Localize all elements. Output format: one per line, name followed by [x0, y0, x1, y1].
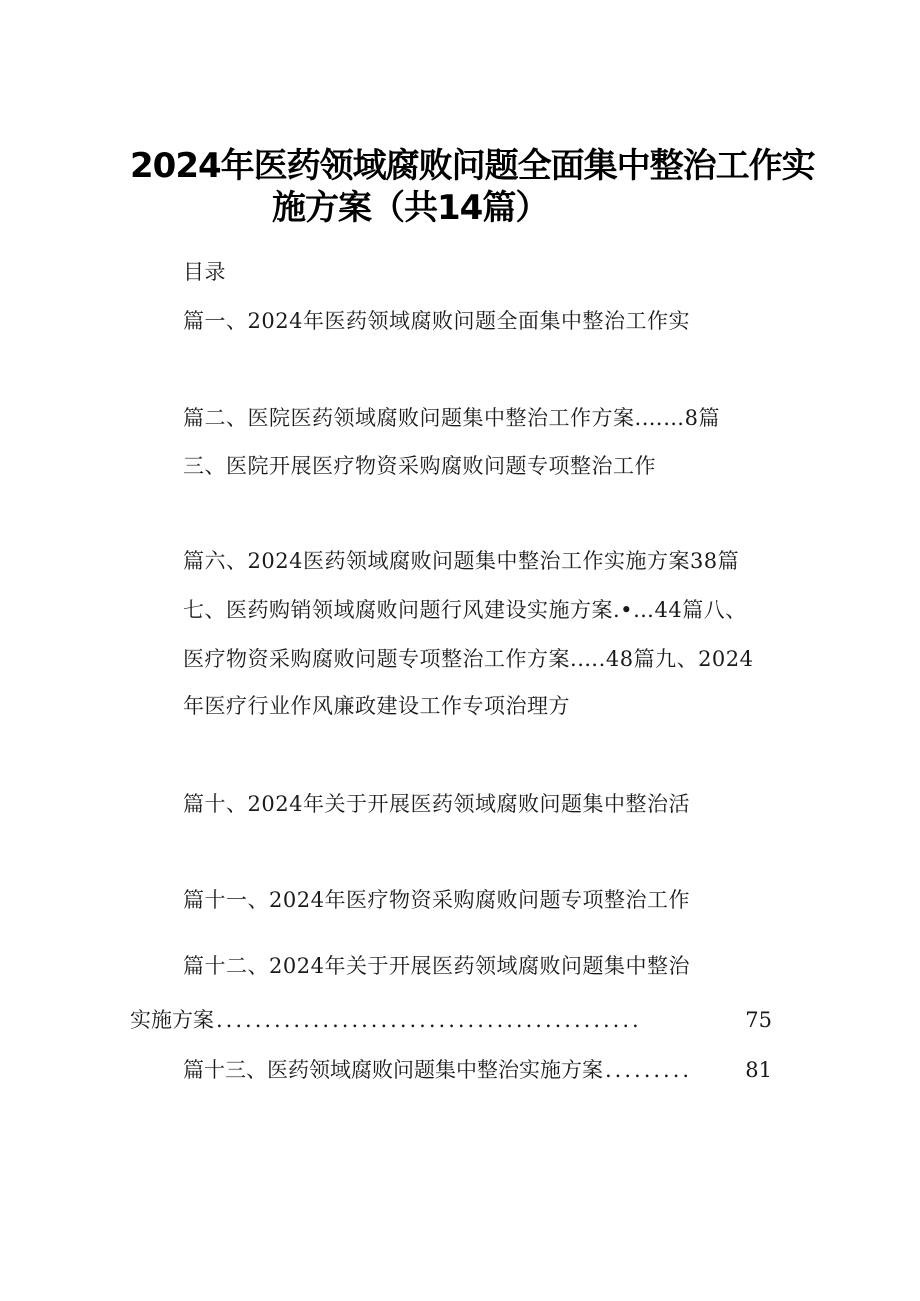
toc-line: 篇十、2024年关于开展医药领域腐败问题集中整治活: [183, 792, 690, 816]
document-title-line-1: 2024年医药领域腐败问题全面集中整治工作实: [130, 146, 815, 186]
toc-line: 篇一、2024年医药领域腐败问题全面集中整治工作实: [183, 309, 690, 333]
toc-line: 篇六、2024医药领域腐败问题集中整治工作实施方案38篇: [183, 549, 740, 573]
toc-line: 篇十二、2024年关于开展医药领域腐败问题集中整治: [183, 954, 690, 978]
toc-line: 篇十一、2024年医疗物资采购腐败问题专项整治工作: [183, 888, 690, 912]
toc-page-number: 81: [745, 1058, 772, 1082]
document-title-line-2: 施方案（共14篇）: [272, 188, 549, 228]
toc-line: 医疗物资采购腐败问题专项整治工作方案.….48篇九、2024: [183, 647, 754, 671]
toc-line: 年医疗行业作风廉政建设工作专项治理方: [183, 694, 570, 718]
toc-entry-with-page: [183, 1054, 772, 1084]
toc-dot-leader: ............................................: [216, 1008, 642, 1032]
toc-line: 三、医院开展医疗物资采购腐败问题专项整治工作: [183, 454, 656, 478]
toc-entry-text: 实施方案: [130, 1008, 214, 1032]
toc-entry-text: 篇十三、医药领域腐败问题集中整治实施方案: [183, 1058, 603, 1082]
toc-entry-with-page: [130, 1004, 772, 1034]
toc-page-number: 75: [745, 1008, 772, 1032]
toc-line: 七、医药购销领域腐败问题行风建设实施方案.•…44篇八、: [183, 598, 747, 622]
toc-dot-leader: .........: [605, 1058, 693, 1082]
toc-heading: 目录: [183, 260, 226, 284]
toc-line: 篇二、医院医药领域腐败问题集中整治工作方案.……8篇: [183, 406, 721, 430]
